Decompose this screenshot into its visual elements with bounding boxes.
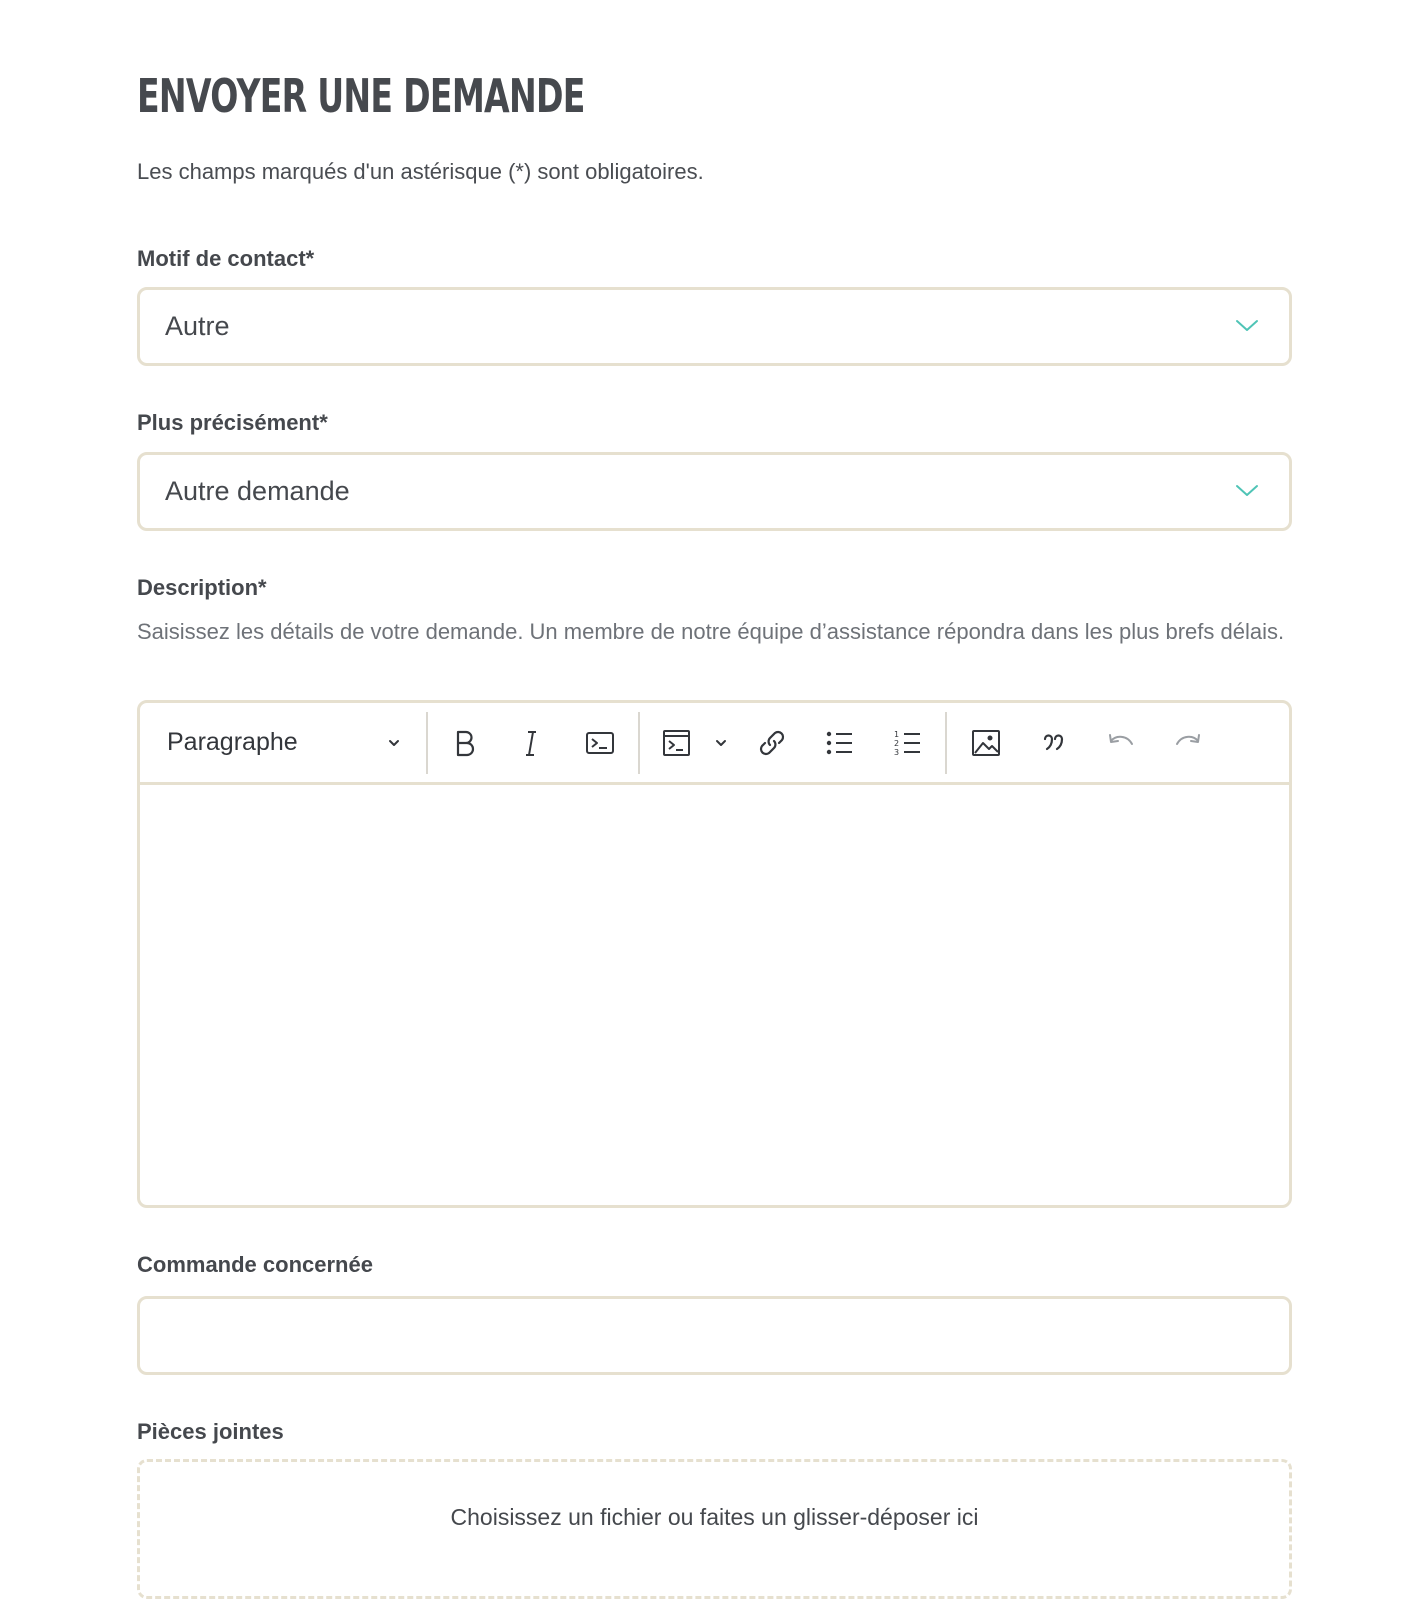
heading-select[interactable]	[140, 703, 420, 782]
italic-icon	[518, 728, 544, 758]
redo-icon	[1173, 732, 1203, 754]
svg-text:3: 3	[894, 748, 900, 757]
description-editor	[137, 700, 1292, 1208]
precision-select[interactable]	[137, 452, 1292, 531]
attachments-dropzone[interactable]	[137, 1459, 1292, 1599]
precision-value: Autre demande	[165, 476, 350, 506]
bold-icon	[451, 728, 477, 758]
svg-text:1: 1	[894, 730, 900, 739]
description-textarea[interactable]	[140, 785, 1289, 1205]
italic-button[interactable]	[509, 721, 553, 765]
quote-button[interactable]	[1032, 721, 1076, 765]
link-button[interactable]	[750, 721, 794, 765]
contact-reason-label: Motif de contact*	[137, 246, 315, 271]
code-block-button[interactable]	[655, 721, 699, 765]
toolbar-divider	[638, 712, 640, 774]
quote-icon	[1041, 731, 1067, 755]
contact-reason-value: Autre	[165, 311, 230, 341]
contact-reason-select[interactable]	[137, 287, 1292, 366]
code-block-icon	[662, 728, 692, 758]
heading-select-label: Paragraphe	[167, 728, 298, 756]
chevron-down-icon	[714, 738, 728, 748]
bold-button[interactable]	[442, 721, 486, 765]
toolbar-divider	[945, 712, 947, 774]
chevron-down-icon	[1235, 319, 1259, 333]
numbered-list-icon	[893, 729, 923, 757]
required-fields-note: Les champs marqués d'un astérisque (*) sont obligatoires.	[137, 159, 704, 184]
precision-label: Plus précisément*	[137, 410, 328, 435]
code-block-dropdown[interactable]	[701, 721, 741, 765]
undo-button[interactable]	[1099, 721, 1143, 765]
code-button[interactable]	[578, 721, 622, 765]
description-label: Description*	[137, 575, 267, 600]
attachments-label: Pièces jointes	[137, 1419, 284, 1444]
editor-toolbar	[140, 703, 1289, 785]
code-icon	[585, 730, 615, 756]
dropzone-text: Choisissez un fichier ou faites un glisser-déposer ici	[450, 1504, 979, 1530]
undo-icon	[1106, 732, 1136, 754]
svg-text:2: 2	[894, 739, 900, 748]
toolbar-divider	[426, 712, 428, 774]
chevron-down-icon	[1235, 484, 1259, 498]
image-icon	[971, 729, 1001, 757]
chevron-down-icon	[387, 738, 401, 748]
link-icon	[757, 728, 787, 758]
order-label: Commande concernée	[137, 1252, 373, 1277]
order-input[interactable]	[137, 1296, 1292, 1375]
page-title: ENVOYER UNE DEMANDE	[137, 69, 585, 123]
numbered-list-button[interactable]	[886, 721, 930, 765]
image-button[interactable]	[964, 721, 1008, 765]
redo-button[interactable]	[1166, 721, 1210, 765]
bulleted-list-button[interactable]	[818, 721, 862, 765]
description-hint: Saisissez les détails de votre demande. Un membre de notre équipe d’assistance répondra dans les plus brefs délais.	[137, 619, 1285, 644]
bulleted-list-icon	[825, 729, 855, 757]
